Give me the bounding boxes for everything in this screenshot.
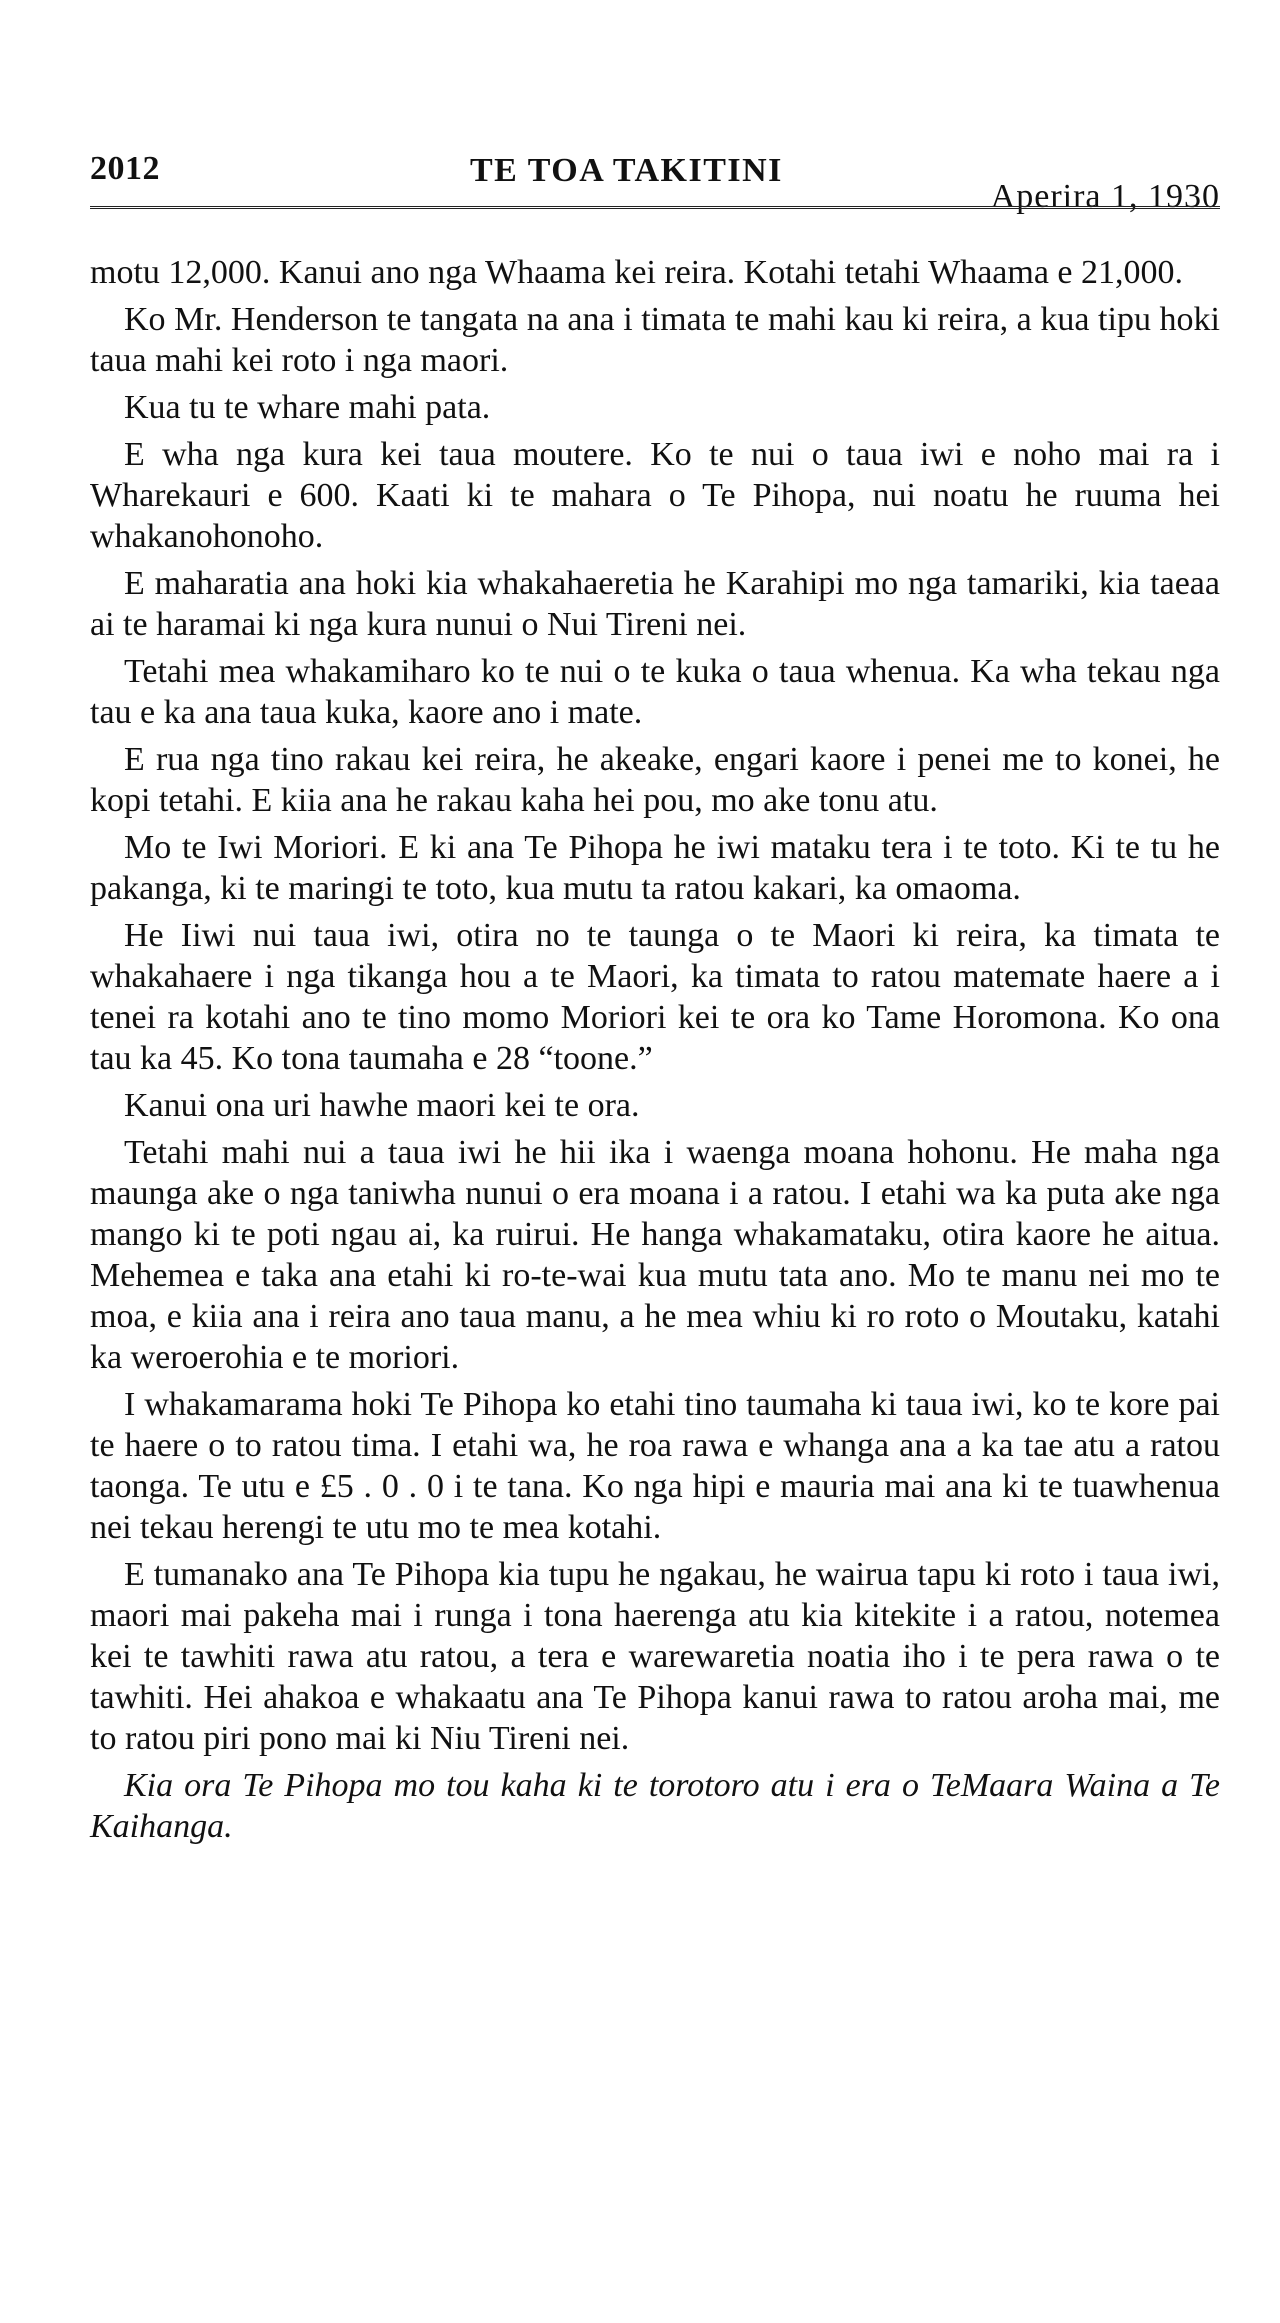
paragraph: E maharatia ana hoki kia whakahaeretia he Karahipi mo nga tamariki, kia taeaa ai te haramai ki nga kura nunui o Nui Tireni nei. [90, 565, 1220, 643]
paragraph: He Iiwi nui taua iwi, otira no te taunga o te Maori ki reira, ka timata te whakahaere i nga tikanga hou a te Maori, ka timata to ratou matemate haere a i tenei ra kotahi ano te tino momo Moriori kei te ora ko Tame Horomona. Ko ona tau ka 45. Ko tona taumaha e 28 “toone.” [90, 917, 1220, 1077]
paragraph: Ko Mr. Henderson te tangata na ana i timata te mahi kau ki reira, a kua tipu hoki taua mahi kei roto i nga maori. [90, 301, 1220, 379]
paragraph: motu 12,000. Kanui ano nga Whaama kei reira. Kotahi tetahi Whaama e 21,000. [90, 254, 1184, 291]
page-header [90, 150, 1220, 216]
page-number: 2012 [90, 150, 160, 187]
paragraph: Tetahi mea whakamiharo ko te nui o te kuka o taua whenua. Ka wha tekau nga tau e ka ana taua kuka, kaore ano i mate. [90, 653, 1220, 731]
paragraph: Kanui ona uri hawhe maori kei te ora. [124, 1087, 640, 1124]
paragraph: Tetahi mahi nui a taua iwi he hii ika i waenga moana hohonu. He maha nga maunga ake o nga taniwha nunui o era moana i a ratou. I etahi wa ka puta ake nga mango ki te poti ngau ai, ka ruirui. He hanga whakamataku, otira kaore he aitua. Mehemea e taka ana etahi ki ro-te-wai kua mutu tata ano. Mo te manu nei mo te moa, e kiia ana i reira ano taua manu, a he mea whiu ki ro roto o Moutaku, katahi ka weroerohia e te moriori. [90, 1134, 1220, 1376]
article-body [90, 252, 1220, 1847]
document-page [90, 150, 1220, 1853]
header-rule [90, 206, 1220, 209]
closing-paragraph: Kia ora Te Pihopa mo tou kaha ki te torotoro atu i era o TeMaara Waina a Te Kaihanga. [90, 1767, 1220, 1845]
paragraph: I whakamarama hoki Te Pihopa ko etahi tino taumaha ki taua iwi, ko te kore pai te haere o to ratou tima. I etahi wa, he roa rawa e whanga ana a ka tae atu a ratou taonga. Te utu e £5 . 0 . 0 i te tana. Ko nga hipi e mauria mai ana ki te tuawhenua nei tekau herengi te utu mo te mea kotahi. [90, 1386, 1220, 1546]
paragraph: E rua nga tino rakau kei reira, he akeake, engari kaore i penei me to konei, he kopi tetahi. E kiia ana he rakau kaha hei pou, mo ake tonu atu. [90, 741, 1220, 819]
issue-date: Aperira 1, 1930 [990, 178, 1220, 215]
paragraph: E wha nga kura kei taua moutere. Ko te nui o taua iwi e noho mai ra i Wharekauri e 600. Kaati ki te mahara o Te Pihopa, nui noatu he ruuma hei whakanohonoho. [90, 436, 1220, 555]
paragraph: Mo te Iwi Moriori. E ki ana Te Pihopa he iwi mataku tera i te toto. Ki te tu he pakanga, ki te maringi te toto, kua mutu ta ratou kakari, ka omaoma. [90, 829, 1220, 907]
journal-title: TE TOA TAKITINI [470, 152, 783, 189]
paragraph: E tumanako ana Te Pihopa kia tupu he ngakau, he wairua tapu ki roto i taua iwi, maori mai pakeha mai i runga i tona haerenga atu kia kitekite i a ratou, notemea kei te tawhiti rawa atu ratou, a tera e warewaretia noatia iho i te pera rawa o te tawhiti. Hei ahakoa e whakaatu ana Te Pihopa kanui rawa to ratou aroha mai, me to ratou piri pono mai ki Niu Tireni nei. [90, 1556, 1220, 1757]
paragraph: Kua tu te whare mahi pata. [124, 389, 491, 426]
